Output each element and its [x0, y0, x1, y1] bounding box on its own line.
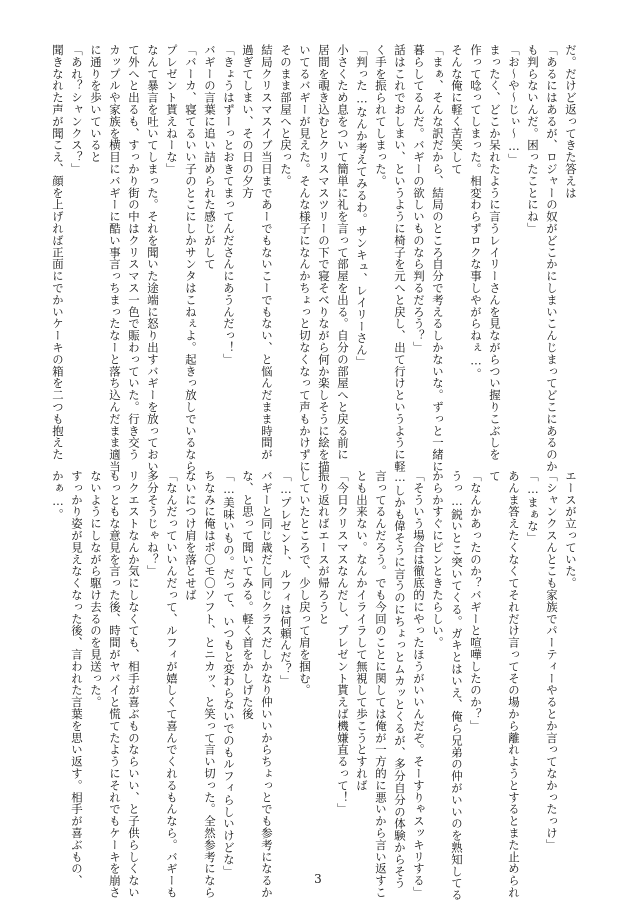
text-line: エースが立っていた。 [564, 470, 578, 589]
text-line: て外へと出るも、すっかり街の中はクリスマス一色で賑わっていた。行き交う [127, 44, 141, 461]
text-line: 「バーカ、寝てるいい子のとこにしかサンタはこねぇよ。起きっ放しでいるなら [184, 44, 198, 473]
text-line: 「なんだっていいんだって、ルフィが嬉しくて喜んでくれるもんなら。バギーも [165, 470, 179, 899]
text-line: 「お〜や〜じぃ〜…」 [507, 44, 521, 166]
text-line: 言ってるんだろう。でも今回のことに関しては俺が一方的に悪いから言い返すこ [374, 470, 388, 899]
text-line: 過ぎてしまい、その日の夕方 [241, 44, 255, 199]
text-line: いてるバギーが見えた。そんな様子になんかちょっと切なくなって声もかけずに [298, 44, 312, 473]
text-line: バギーと同じ歳だし同じクラスだしかなり仲いいからちょっとでも参考になるか [260, 470, 274, 899]
lower-text-block [51, 470, 580, 901]
text-line: すっかり姿が見えなくなった後、言われた言葉を思い返す。相手が喜ぶもの、 [70, 470, 84, 887]
upper-text-block [51, 44, 580, 473]
text-line: とも出来ない。なんかイライラして無視して歩こうとすれば [355, 470, 369, 792]
text-line: 作って唸ってしまった。相変わらずロクな事しやがらねぇ…。 [469, 44, 483, 380]
text-line: に通りを歩いていると [89, 44, 103, 163]
text-line: も判らないんだ。困ったことにね」 [526, 44, 540, 235]
text-line: ないようにしながら駆け去るのを見送った。 [89, 470, 103, 708]
text-line: もっともな意見を言った後、時間がヤバイと慌てたようにそれでもケーキを崩さ [108, 470, 122, 899]
text-line: 「なんかあったのか？バギーと喧嘩したのか？」 [469, 470, 483, 732]
text-line: 「…まぁな」 [526, 470, 540, 544]
text-line: 「今日クリスマスなんだし、プレゼント貰えば機嫌直るって！」 [336, 470, 350, 816]
text-line: だ。だけど返ってきた答えは [564, 44, 578, 199]
text-line: て [488, 470, 502, 482]
text-line: あんま答えたくなくてそれだけ言ってその場から離れようとするとまた止められ [507, 470, 521, 899]
text-line: 「そういう場合は徹底的にやったほうがいいんだぞ。そーすりゃスッキリする」 [412, 470, 426, 899]
text-line: 「あるにはあるが、ロジャーの奴がどこかにしまいこんじまってどこにあるのか [545, 44, 559, 473]
text-line: からかすぐにピンときたらしい。 [431, 470, 445, 649]
text-line: 結局クリスマスイブ当日まであーでもないこーでもない、と悩んだまま時間が [260, 44, 274, 461]
text-line: 多分そうじゃね？」 [146, 470, 160, 578]
text-line: 聞きなれた声が聞こえ、顔を上げれば正面にでかいケーキの箱を二つも抱えた [51, 44, 65, 461]
text-line: 小さくため息をついて簡単に礼を言って部屋を出る。自分の部屋へと戻る前に [336, 44, 350, 461]
text-line: まったく、どこか呆れたように言うレイリーさんを見ながらつい握りこぶしを [488, 44, 502, 461]
text-line: く手を振られてしまった。 [374, 44, 388, 187]
page-number: 3 [314, 872, 322, 886]
text-line: 暮らしてるんだ。バギーの欲しいものなら判るだろう？」 [412, 44, 426, 354]
text-line: そんな俺に軽く苦笑して [450, 44, 464, 175]
text-line: …しかも偉そうに言うのにちょっとムカッとくるが、多分自分の体験からそう [393, 470, 407, 890]
text-line: 「シャンクスんとこも家族でパーティーやるとか言ってなかったっけ」 [545, 470, 559, 851]
text-line: 「…美味いもの。だって、いつもと変わらないでのもルフィらしいけどな」 [222, 470, 236, 878]
text-line: うっ…鋭いとこ突いてくる。ガキとはいえ、俺ら兄弟の仲がいいのを熟知してる [450, 470, 464, 901]
text-line: 話はこれでおしまい、というように椅子を元へと戻し、出て行けというように軽 [393, 44, 407, 473]
text-line: プレゼント貰えねーな」 [165, 44, 179, 175]
text-line: ちなみに俺はポ〇モ〇ソフト、とニカッ、と笑って言い切った。全然参考になら [203, 470, 217, 899]
text-line: なんて暴言を吐いてしまった。それを聞いた途端に怒り出すバギーを放っておい [146, 44, 160, 473]
text-line: そのまま部屋へと戻った。 [279, 44, 293, 187]
text-line: 「判った…なんか考えてみるわ。サンキュ、レイリーさん」 [355, 44, 369, 368]
text-line: 「きょうはずーっとおきてまってんださんにあうんだっ！」 [222, 44, 236, 366]
text-line: な、と思って聞いてみる。軽く首をかしげた後 [241, 470, 255, 720]
text-line: 振り返ればエースが帰ろうと [317, 470, 331, 625]
text-line: バギーの言葉に追い詰められた感じがして [203, 44, 217, 271]
text-line: していたところで、少し戻って肩を掴む。 [298, 470, 312, 697]
text-line: 「あれ？シャンクス？」 [70, 44, 84, 175]
text-line: リクエストなんか気にしなくても、相手が喜ぶものならいい、と子供らしくない [127, 470, 141, 899]
text-line: かぁ…。 [51, 470, 65, 521]
text-line: カップルや家族を横目にバギーに酷い事言っちまったなーと落ち込んだまま適当 [108, 44, 122, 473]
text-line: 「まぁ、そんな訳だから、結局のところ自分で考えるしかないな。ずっと一緒に [431, 44, 445, 473]
text-line: 「…プレゼント、ルフィは何頼んだ？」 [279, 470, 293, 687]
text-line: 居間を覗き込むとクリスマスツリーの下で寝そべりながら何か楽しそうに絵を描 [317, 44, 331, 473]
text-line: ないにつけ肩を落とせば [184, 470, 198, 601]
